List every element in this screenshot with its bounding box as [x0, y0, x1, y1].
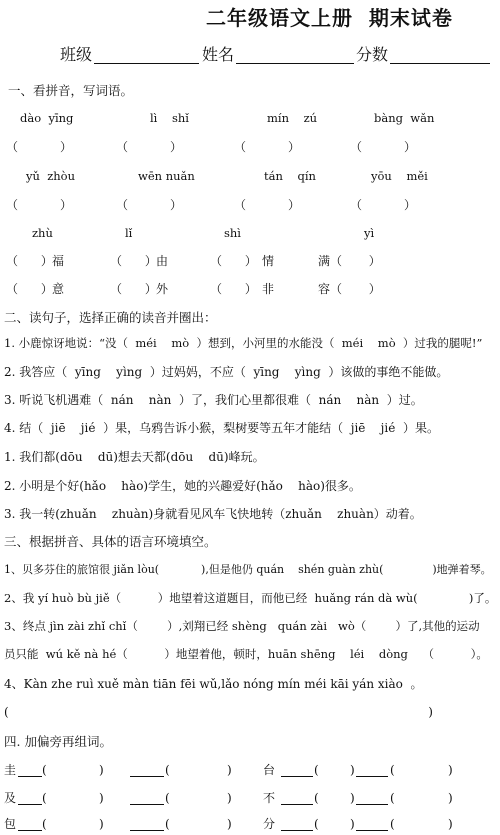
pronunciation-line[interactable]: 1. 小鹿惊讶地说：“没（ méi mò ）想到，小河里的水能没（ méi mò ）过我的腿呢!”: [4, 336, 483, 350]
paren-close: ): [350, 763, 355, 777]
paren-open: (: [314, 817, 319, 831]
name-blank[interactable]: [236, 63, 354, 64]
radical-char: 不: [263, 791, 276, 805]
answer-box[interactable]: （ ）: [6, 254, 53, 268]
radical-char: 包: [4, 817, 17, 831]
fill-blank[interactable]: [281, 776, 313, 777]
pronunciation-line[interactable]: 4. 结（ jiē jié ）果，乌鸦告诉小猴，梨树要等五年才能结（ jiē jié ）果。: [4, 421, 439, 435]
pinyin-2-4: yōu měi: [371, 169, 428, 183]
fill-blank[interactable]: [130, 776, 164, 777]
fill-blank[interactable]: [130, 830, 164, 831]
paren-close: ): [99, 763, 104, 777]
fill-line: 4、Kàn zhe ruì xuě màn tiān fēi wǔ,lǎo nóng mín méi kāi yán xiào 。: [4, 677, 423, 691]
pinyin-3-4: yì: [364, 226, 375, 240]
fill-blank[interactable]: [356, 776, 388, 777]
class-blank[interactable]: [94, 63, 199, 64]
paren-open: (: [165, 791, 170, 805]
paren-close: ): [448, 791, 453, 805]
radical-char: 台: [263, 763, 276, 777]
score-label: 分数: [356, 45, 389, 64]
class-label: 班级: [60, 45, 93, 64]
pronunciation-line[interactable]: 3. 听说飞机遇难（ nán nàn ）了，我们心里都很难（ nán nàn ）过。: [4, 393, 423, 407]
answer-box[interactable]: （ ）: [234, 140, 300, 154]
paren-close: ): [448, 763, 453, 777]
fill-line[interactable]: 2、我 yí huò bù jiě（ ）地望着这道题目，而他已经 huǎng rán dà wù( )了。: [4, 591, 497, 605]
answer-box[interactable]: （ ）: [116, 140, 182, 154]
paren-open: (: [390, 817, 395, 831]
word-char: 非: [262, 282, 275, 296]
section3-heading: 三、根据拼音、具体的语言环境填空。: [4, 534, 217, 549]
fill-blank[interactable]: [281, 804, 313, 805]
paren-close: ): [99, 817, 104, 831]
pinyin-2-3: tán qín: [264, 169, 316, 183]
word-char: 福: [52, 254, 65, 268]
section4-heading: 四. 加偏旁再组词。: [4, 734, 112, 749]
paren-close: ): [350, 791, 355, 805]
answer-box[interactable]: （ ）: [210, 282, 257, 296]
paren-open: (: [165, 817, 170, 831]
page-title: 二年级语文上册 期末试卷: [206, 6, 453, 30]
fill-line[interactable]: 员只能 wú kě nà hé（ ）地望着他，顿时，huān shēng léi dòng （ ）。: [4, 647, 488, 661]
paren-close: ): [99, 791, 104, 805]
paren-open: (: [390, 791, 395, 805]
fill-line[interactable]: 1、贝多芬住的旅馆很 jiǎn lòu( ),但是他仍 quán shén guàn zhù( )地弹着琴。: [4, 563, 492, 576]
paren-open: (: [390, 763, 395, 777]
answer-box[interactable]: （ ）: [350, 140, 416, 154]
answer-box[interactable]: （ ）: [210, 254, 257, 268]
fill-blank[interactable]: [130, 804, 164, 805]
pinyin-2-1: yǔ zhòu: [26, 169, 76, 183]
paren-open: (: [42, 763, 47, 777]
paren-open: (: [42, 791, 47, 805]
score-blank[interactable]: [390, 63, 490, 64]
pinyin-1-1: dào yīng: [20, 111, 74, 125]
answer-box[interactable]: （ ）: [116, 198, 182, 212]
fill-blank[interactable]: [356, 804, 388, 805]
answer-box[interactable]: （ ）: [234, 198, 300, 212]
paren-open: (: [42, 817, 47, 831]
paren-open: (: [165, 763, 170, 777]
word-char: 由: [156, 254, 169, 268]
paren-close: ): [227, 763, 232, 777]
pinyin-1-3: mín zú: [267, 111, 318, 125]
pinyin-3-1: zhù: [32, 226, 53, 240]
fill-blank[interactable]: [18, 776, 42, 777]
fill-blank[interactable]: [281, 830, 313, 831]
pinyin-2-2: wēn nuǎn: [138, 169, 195, 183]
word-with-box[interactable]: 容（ ）: [318, 282, 381, 296]
answer-box[interactable]: （ ）: [350, 198, 416, 212]
fill-blank[interactable]: [18, 830, 42, 831]
radical-char: 及: [4, 791, 17, 805]
answer-line[interactable]: ( ): [4, 705, 433, 719]
name-label: 姓名: [202, 45, 235, 64]
paren-close: ): [448, 817, 453, 831]
paren-close: ): [227, 791, 232, 805]
pronunciation-line[interactable]: 1. 我们都(dōu dū)想去天都(dōu dū)峰玩。: [4, 450, 265, 464]
radical-char: 圭: [4, 763, 17, 777]
section1-heading: 一、看拼音，写词语。: [8, 83, 134, 98]
paren-open: (: [314, 763, 319, 777]
section2-heading: 二、读句子，选择正确的读音并圈出：: [4, 310, 217, 325]
pronunciation-line[interactable]: 2. 我答应（ yīng yìng ）过妈妈，不应（ yīng yìng ）该做的事绝不能做。: [4, 365, 449, 379]
fill-line[interactable]: 3、终点 jìn zài zhǐ chǐ（ ）,刘翔已经 shèng quán zài wò（ ）了,其他的运动: [4, 619, 480, 633]
word-char: 情: [262, 254, 275, 268]
answer-box[interactable]: （ ）: [110, 254, 157, 268]
answer-box[interactable]: （ ）: [6, 198, 72, 212]
paren-close: ): [227, 817, 232, 831]
word-with-box[interactable]: 满（ ）: [318, 254, 381, 268]
answer-box[interactable]: （ ）: [110, 282, 157, 296]
pinyin-1-2: lì shǐ: [150, 111, 189, 125]
pinyin-3-2: lǐ: [125, 226, 133, 240]
word-char: 意: [52, 282, 65, 296]
paren-close: ): [350, 817, 355, 831]
pinyin-1-4: bàng wǎn: [374, 111, 435, 125]
pronunciation-line[interactable]: 2. 小明是个好(hǎo hào)学生，她的兴趣爱好(hǎo hào)很多。: [4, 479, 361, 493]
pronunciation-line[interactable]: 3. 我一转(zhuǎn zhuàn)身就看见风车飞快地转（zhuǎn zhuàn）动着。: [4, 507, 422, 521]
answer-box[interactable]: （ ）: [6, 282, 53, 296]
fill-blank[interactable]: [356, 830, 388, 831]
word-char: 外: [156, 282, 169, 296]
paren-open: (: [314, 791, 319, 805]
fill-blank[interactable]: [18, 804, 42, 805]
pinyin-3-3: shì: [224, 226, 241, 240]
radical-char: 分: [263, 817, 276, 831]
answer-box[interactable]: （ ）: [6, 140, 72, 154]
